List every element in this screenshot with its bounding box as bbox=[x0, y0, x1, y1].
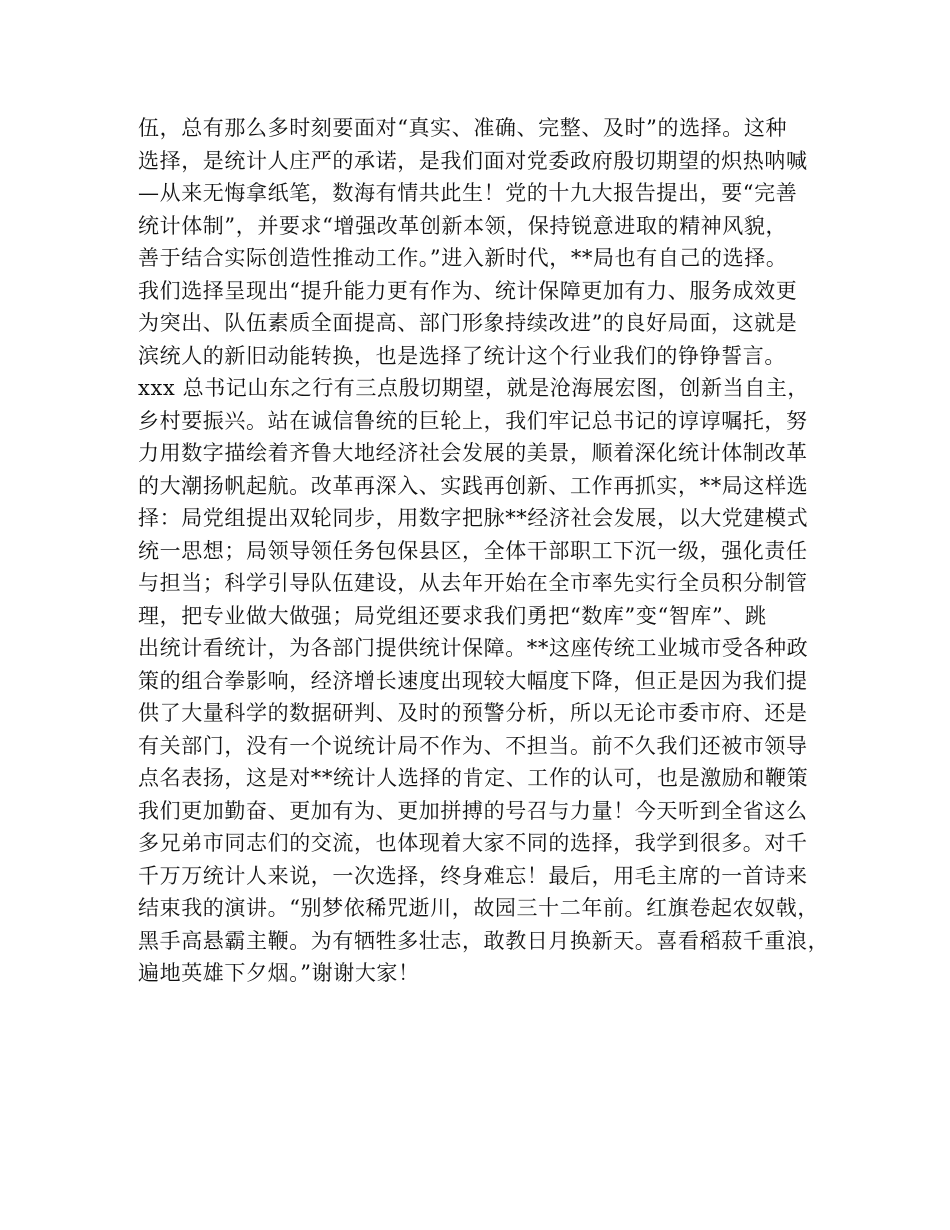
text-line: 多兄弟市同志们的交流，也体现着大家不同的选择，我学到很多。对千 bbox=[138, 831, 808, 855]
text-line: 伍，总有那么多时刻要面对“真实、准确、完整、及时”的选择。这种 bbox=[138, 116, 788, 140]
text-line: 千万万统计人来说，一次选择，终身难忘！最后，用毛主席的一首诗来 bbox=[138, 863, 808, 888]
text-line: 我们选择呈现出“提升能力更有作为、统计保障更加有力、服务成效更 bbox=[138, 278, 798, 303]
text-line: 有关部门，没有一个说统计局不作为、不担当。前不久我们还被市领导 bbox=[138, 733, 808, 758]
text-line: 的大潮扬帆起航。改革再深入、实践再创新、工作再抓实，**局这样选 bbox=[138, 473, 809, 498]
text-line: 我们更加勤奋、更加有为、更加拼搏的号召与力量！今天听到全省这么 bbox=[138, 798, 808, 823]
text-line: 结束我的演讲。“别梦依稀咒逝川，故园三十二年前。红旗卷起农奴戟， bbox=[138, 896, 819, 920]
text-line: 统计体制”，并要求“增强改革创新本领，保持锐意进取的精神风貌， bbox=[138, 213, 788, 238]
text-line: 策的组合拳影响，经济增长速度出现较大幅度下降，但正是因为我们提 bbox=[138, 668, 808, 693]
text-line: 与担当；科学引导队伍建设，从去年开始在全市率先实行全员积分制管 bbox=[138, 571, 808, 595]
text-line: 为突出、队伍素质全面提高、部门形象持续改进”的良好局面，这就是 bbox=[138, 311, 798, 335]
text-line: —从来无悔拿纸笔，数海有情共此生！党的十九大报告提出，要“完善 bbox=[138, 181, 798, 205]
text-line: 择：局党组提出双轮同步，用数字把脉**经济社会发展，以大党建模式 bbox=[138, 506, 809, 530]
text-line: 统一思想；局领导领任务包保县区，全体干部职工下沉一级，强化责任 bbox=[138, 538, 808, 563]
text-line: 力用数字描绘着齐鲁大地经济社会发展的美景，顺着深化统计体制改革 bbox=[138, 441, 808, 465]
text-line: 黑手高悬霸主鞭。为有牺牲多壮志，敢教日月换新天。喜看稻菽千重浪， bbox=[138, 928, 830, 953]
text-line: 善于结合实际创造性推动工作。”进入新时代，**局也有自己的选择。 bbox=[138, 246, 788, 270]
text-line: 选择，是统计人庄严的承诺，是我们面对党委政府殷切期望的炽热呐喊 bbox=[138, 148, 808, 173]
text-line: 滨统人的新旧动能转换，也是选择了统计这个行业我们的铮铮誓言。 bbox=[138, 343, 786, 368]
speech-body-text bbox=[138, 112, 828, 990]
text-line: 乡村要振兴。站在诚信鲁统的巨轮上，我们牢记总书记的谆谆嘱托，努 bbox=[138, 408, 808, 433]
text-line: 出统计看统计，为各部门提供统计保障。**这座传统工业城市受各种政 bbox=[138, 636, 809, 660]
text-line: 遍地英雄下夕烟。”谢谢大家！ bbox=[138, 961, 420, 985]
text-line: xxx 总书记山东之行有三点殷切期望，就是沧海展宏图，创新当自主， bbox=[138, 376, 810, 400]
text-line: 点名表扬，这是对**统计人选择的肯定、工作的认可，也是激励和鞭策 bbox=[138, 766, 809, 790]
text-line: 供了大量科学的数据研判、及时的预警分析，所以无论市委市府、还是 bbox=[138, 701, 808, 725]
text-line: 理，把专业做大做强；局党组还要求我们勇把“数库”变“智库”、跳 bbox=[138, 603, 767, 628]
